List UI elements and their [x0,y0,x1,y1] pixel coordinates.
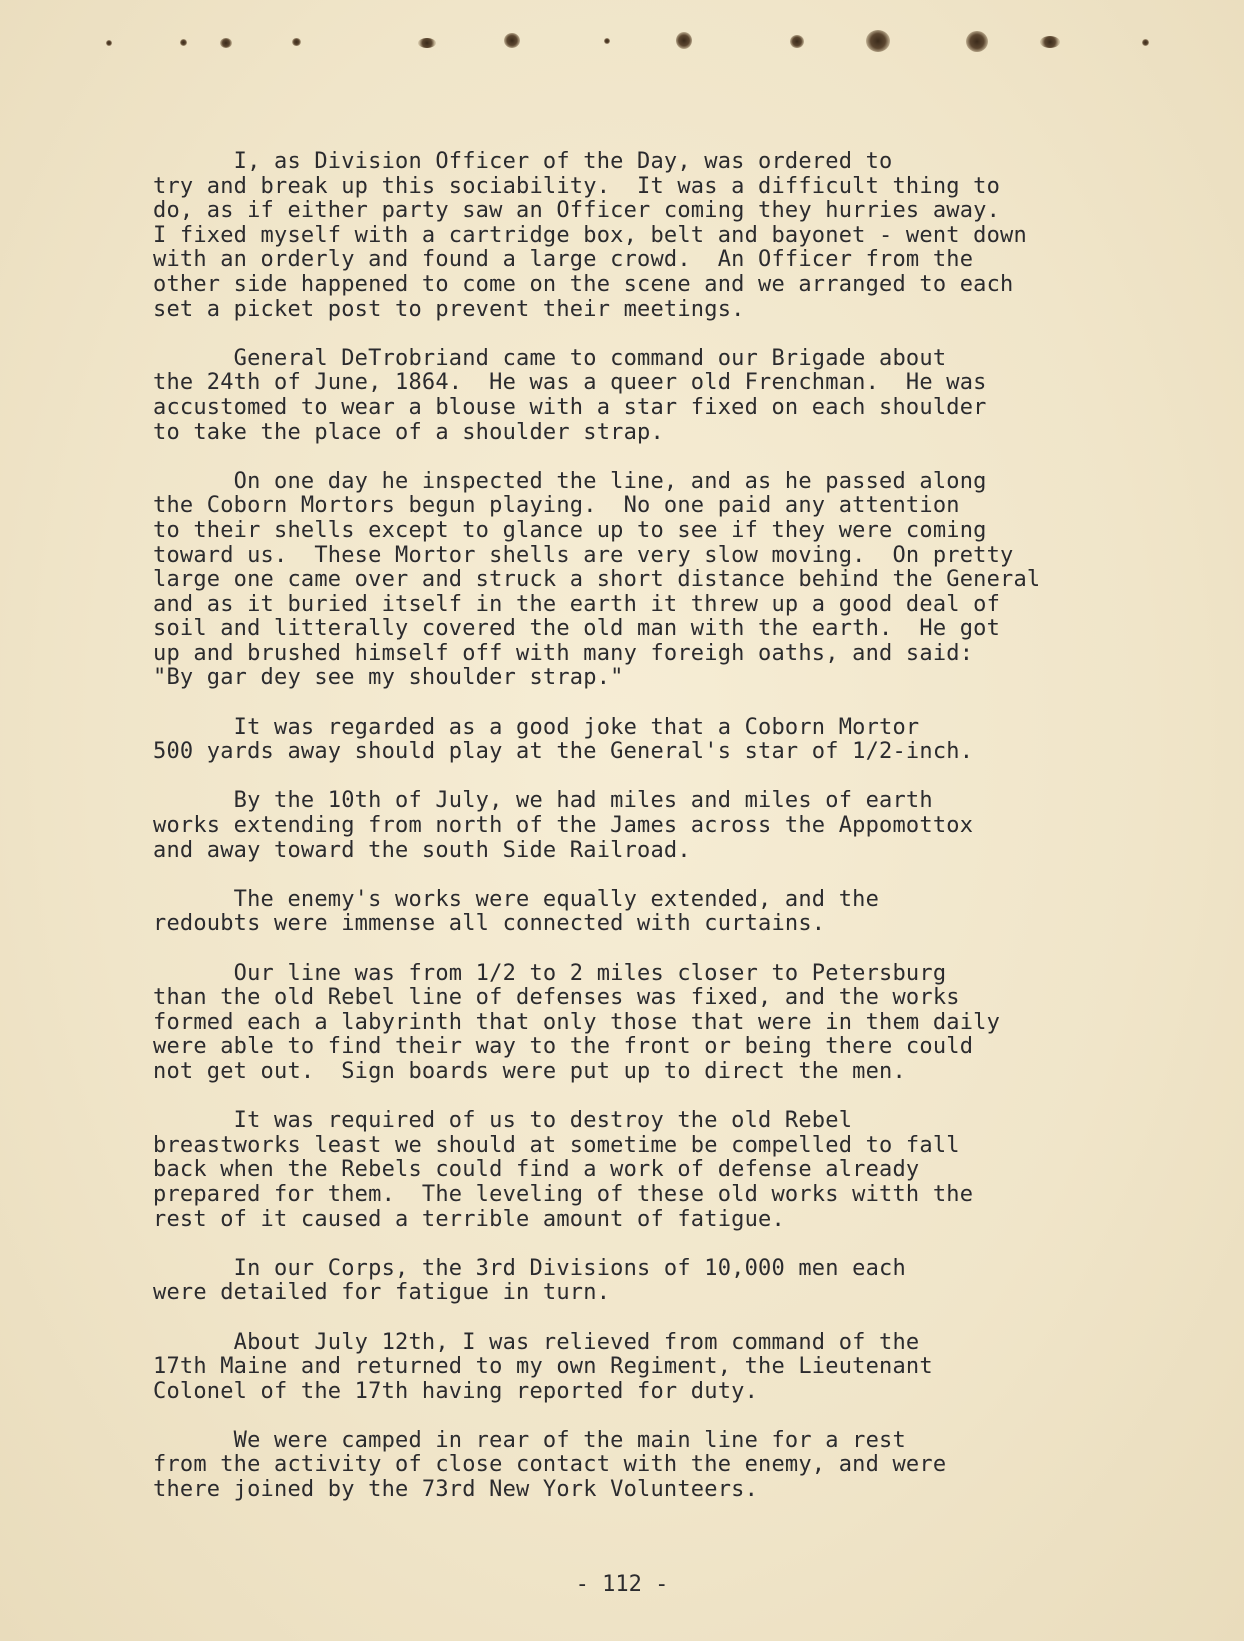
text-line: soil and litterally covered the old man with the earth. He got [153,616,1001,642]
punch-hole [604,38,610,44]
text-line: On one day he inspected the line, and as he passed along [153,468,987,494]
text-line: the Coborn Mortors begun playing. No one paid any attention [153,493,960,519]
punch-hole [966,31,988,52]
punch-hole [790,35,804,48]
paragraph [153,888,1153,937]
punch-hole [866,30,890,52]
page-number: - 112 - [575,1572,669,1597]
text-line: It was required of us to destroy the old Rebel [153,1108,853,1134]
text-line: redoubts were immense all connected with curtains. [153,911,826,937]
text-line: About July 12th, I was relieved from command of the [153,1329,920,1355]
paragraph [153,1429,1153,1503]
text-line: the 24th of June, 1864. He was a queer old Frenchman. He was [153,370,987,396]
text-line: Colonel of the 17th having reported for duty. [153,1378,759,1404]
punch-hole [504,33,520,48]
text-line: The enemy's works were equally extended, and the [153,886,880,912]
text-line: were detailed for fatigue in turn. [153,1280,611,1306]
paragraph [153,716,1153,765]
text-line: there joined by the 73rd New York Volunteers. [153,1477,759,1503]
text-line: toward us. These Mortor shells are very slow moving. On pretty [153,542,1014,568]
punch-hole [1040,36,1060,48]
text-line: In our Corps, the 3rd Divisions of 10,000 men each [153,1255,906,1281]
text-line: and as it buried itself in the earth it threw up a good deal of [153,591,1001,617]
text-line: prepared for them. The leveling of these old works witth the [153,1181,974,1207]
punch-holes [0,0,1244,80]
paragraph [153,1109,1153,1232]
text-line: other side happened to come on the scene and we arranged to each [153,271,1014,297]
text-line: Our line was from 1/2 to 2 miles closer to Petersburg [153,960,947,986]
text-line: I fixed myself with a cartridge box, belt and bayonet - went down [153,222,1027,248]
text-line: It was regarded as a good joke that a Coborn Mortor [153,714,920,740]
punch-hole [676,32,692,49]
text-line: "By gar dey see my shoulder strap." [153,665,624,691]
text-line: to take the place of a shoulder strap. [153,419,664,445]
text-line: not get out. Sign boards were put up to direct the men. [153,1058,906,1084]
punch-hole [220,38,232,48]
text-line: By the 10th of July, we had miles and miles of earth [153,788,933,814]
text-line: with an orderly and found a large crowd. An Officer from the [153,247,974,273]
text-line: back when the Rebels could find a work of defense already [153,1157,920,1183]
paragraph [153,470,1153,691]
text-line: up and brushed himself off with many foreigh oaths, and said: [153,640,974,666]
text-line: 17th Maine and returned to my own Regiment, the Lieutenant [153,1354,933,1380]
text-line: breastworks least we should at sometime be compelled to fall [153,1132,960,1158]
paragraph [153,1257,1153,1306]
text-line: accustomed to wear a blouse with a star fixed on each shoulder [153,394,987,420]
text-line: large one came over and struck a short distance behind the General [153,567,1041,593]
text-line: try and break up this sociability. It was a difficult thing to [153,173,1001,199]
text-line: works extending from north of the James across the Appomottox [153,813,974,839]
punch-hole [1142,39,1149,46]
text-line: do, as if either party saw an Officer coming they hurries away. [153,198,1001,224]
text-line: rest of it caused a terrible amount of fatigue. [153,1206,785,1232]
paragraph [153,1331,1153,1405]
text-line: I, as Division Officer of the Day, was ordered to [153,149,893,174]
text-line: to their shells except to glance up to see if they were coming [153,517,987,543]
typed-text-body [153,150,1153,1527]
text-line: 500 yards away should play at the General's star of 1/2-inch. [153,739,974,765]
punch-hole [106,40,112,46]
text-line: General DeTrobriand came to command our Brigade about [153,345,947,371]
paragraph [153,347,1153,445]
punch-hole [292,38,301,46]
paragraph [153,962,1153,1085]
punch-hole [180,39,187,46]
paragraph [153,789,1153,863]
text-line: and away toward the south Side Railroad. [153,837,691,863]
text-line: were able to find their way to the front or being there could [153,1034,974,1060]
text-line: set a picket post to prevent their meetings. [153,296,745,322]
text-line: We were camped in rear of the main line for a rest [153,1427,906,1453]
text-line: from the activity of close contact with the enemy, and were [153,1452,947,1478]
text-line: formed each a labyrinth that only those that were in them daily [153,1009,1001,1035]
paragraph [153,150,1153,322]
punch-hole [418,38,436,48]
text-line: than the old Rebel line of defenses was fixed, and the works [153,985,960,1011]
